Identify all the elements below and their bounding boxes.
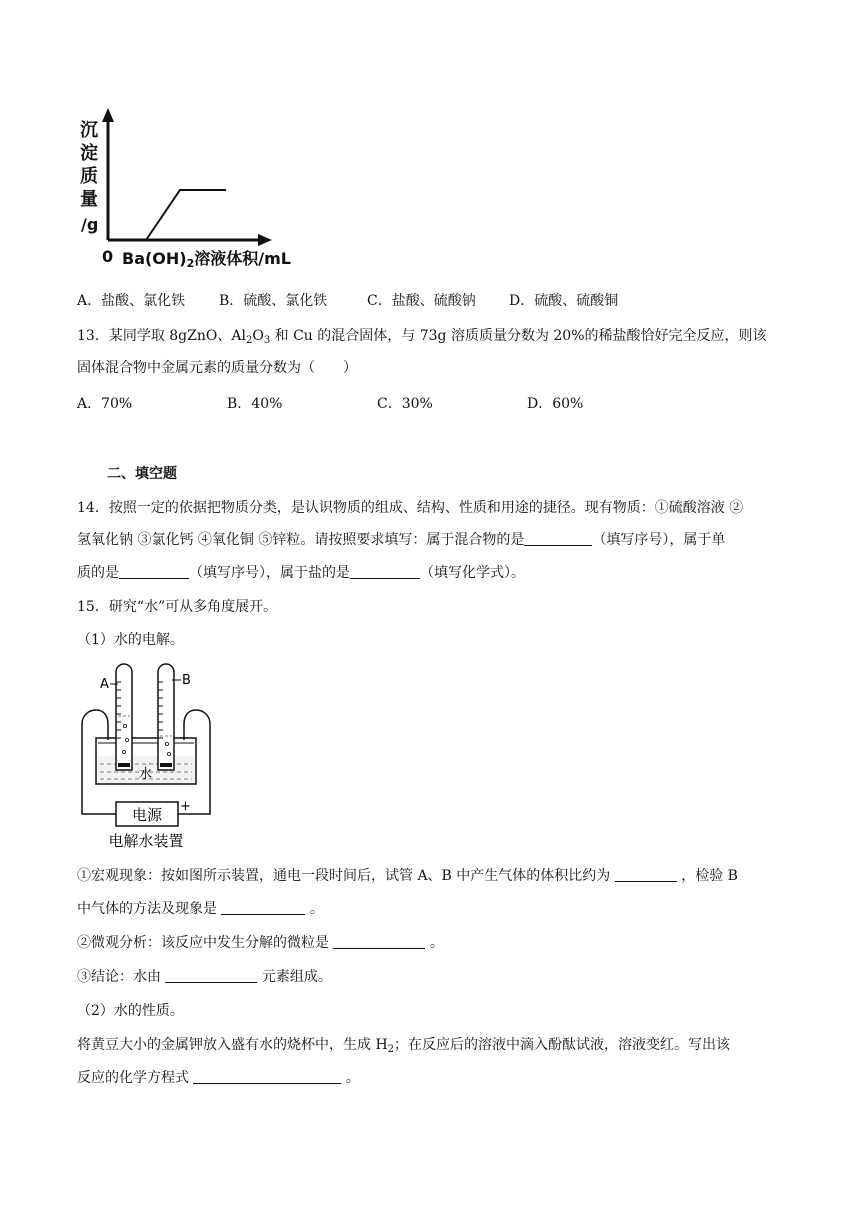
answer-blank[interactable]: [524, 531, 592, 546]
q14-line2: 氢氧化钠 ③氯化钙 ④氧化铜 ⑤锌粒。请按照要求填写：属于混合物的是 （填写序号），属于单: [77, 532, 726, 548]
q12-option-d: D．硫酸、硫酸铜: [509, 293, 619, 309]
label-b: B: [182, 673, 191, 688]
q15-p2-line2: 反应的化学方程式 。: [77, 1070, 360, 1086]
electrode-a: [118, 763, 130, 767]
precipitate-mass-graph: [76, 108, 296, 270]
electrolysis-apparatus-figure: [76, 660, 216, 852]
q13-line1: 13．某同学取 8gZnO、$Al_2O_3$ 和 Cu 的混合固体，与 73g 溶质质量分数为 20%的稀盐酸恰好完全反应，则该: [77, 328, 767, 346]
answer-blank[interactable]: [333, 934, 425, 949]
q15-s1-line2: 中气体的方法及现象是 。: [77, 901, 324, 917]
test-tube-a: [116, 664, 132, 770]
q13-option-c: C．30%: [377, 396, 433, 412]
q13-option-b: B．40%: [227, 396, 283, 412]
q15-s1-line1: ①宏观现象：按如图所示装置，通电一段时间后，试管 A、B 中产生气体的体积比约为 ，检验 B: [77, 868, 738, 884]
power-supply-label: 电源: [131, 806, 163, 824]
q12-option-a: A．盐酸、氯化铁: [77, 293, 186, 309]
answer-blank[interactable]: [119, 564, 189, 579]
test-tube-b: [158, 664, 174, 770]
y-label-char: /g: [81, 215, 99, 234]
q12-option-c: C．盐酸、硫酸钠: [367, 293, 476, 309]
label-a: A: [100, 677, 109, 692]
section-title: 二、填空题: [107, 466, 177, 482]
q15-p2-line1: 将黄豆大小的金属钾放入盛有水的烧杯中，生成 $H_2$；在反应后的溶液中滴入酚酞试液，溶液变红。写出该: [77, 1037, 731, 1055]
q15-part1: （1）水的电解。: [77, 632, 184, 648]
y-label-char: 量: [80, 189, 98, 210]
water-label: 水: [139, 767, 153, 782]
q14-line1: 14．按照一定的依据把物质分类，是认识物质的组成、结构、性质和用途的捷径。现有物质：①硫酸溶液 ②: [77, 500, 744, 516]
plus-sign: +: [180, 799, 191, 814]
q15-part2: （2）水的性质。: [77, 1003, 184, 1019]
y-label-char: 淀: [80, 143, 98, 164]
answer-blank[interactable]: [193, 1069, 341, 1084]
electrode-b: [160, 763, 172, 767]
origin-label: 0: [102, 247, 114, 266]
q13-option-a: A．70%: [77, 396, 133, 412]
q12-option-b: B．硫酸、氯化铁: [219, 293, 328, 309]
answer-blank[interactable]: [350, 564, 420, 579]
q15-s3: ③结论：水由 元素组成。: [77, 969, 332, 985]
q13-line2: 固体混合物中金属元素的质量分数为（ ）: [77, 360, 357, 376]
figure-caption: 电解水装置: [108, 832, 184, 850]
answer-blank[interactable]: [221, 900, 305, 915]
q13-option-d: D．60%: [527, 396, 584, 412]
answer-blank[interactable]: [615, 867, 677, 882]
answer-blank[interactable]: [165, 968, 257, 983]
x-axis-label: Ba(OH)2溶液体积/mL: [122, 249, 291, 270]
q15-title: 15．研究“水”可从多角度展开。: [77, 599, 278, 615]
q15-s2: ②微观分析：该反应中发生分解的微粒是 。: [77, 935, 444, 951]
y-label-char: 沉: [80, 120, 98, 141]
y-label-char: 质: [80, 166, 98, 187]
x-axis-arrow: [258, 234, 272, 246]
graph-line: [146, 190, 226, 240]
q14-line3: 质的是 （填写序号），属于盐的是 （填写化学式）。: [77, 565, 525, 581]
y-axis-arrow: [102, 108, 114, 122]
